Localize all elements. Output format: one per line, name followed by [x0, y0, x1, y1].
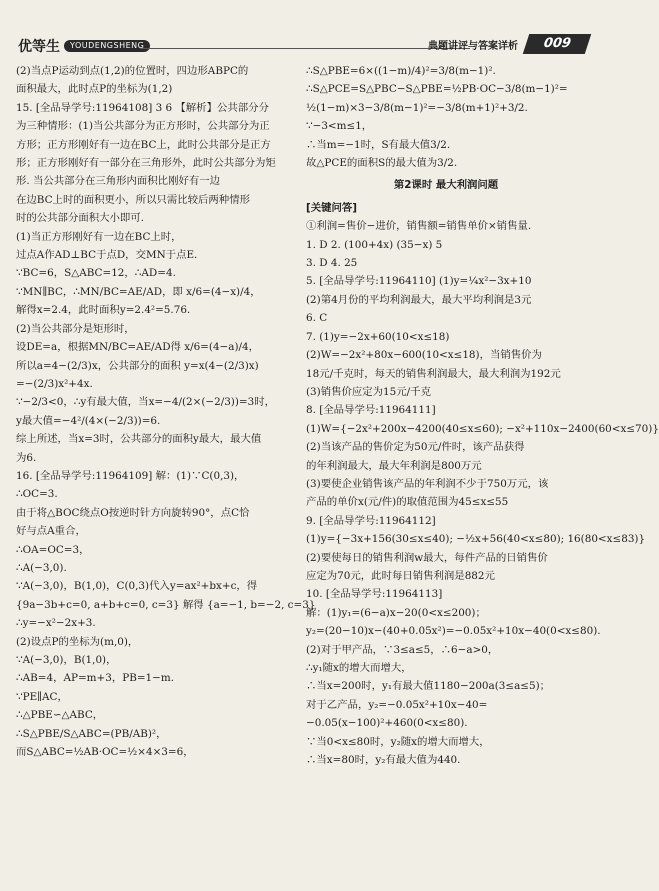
right-column — [306, 62, 659, 769]
text-line: (2)当点P运动到点(1,2)的位置时，四边形ABPC的 — [16, 65, 249, 77]
text-line: ∵A(−3,0)，B(1,0)，C(0,3)代入y=ax²+bx+c，得 — [16, 580, 258, 593]
text-line: 10. [全品导学号:11964113] — [306, 588, 443, 601]
text-line: 综上所述，当x=3时，公共部分的面积y最大，最大值 — [16, 433, 262, 446]
text-line: 5. [全品导学号:11964110] (1)y=¼x²−3x+10 — [306, 275, 532, 288]
text-line: (2)第4月份的平均利润最大，最大平均利润是3元 — [306, 293, 532, 306]
text-line: 而S△ABC=½AB·OC=½×4×3=6， — [16, 746, 194, 759]
text-line: 应定为70元，此时每日销售利润是882元 — [306, 569, 495, 582]
text-line: (2)对于甲产品，∵3≤a≤5，∴6−a>0， — [306, 643, 499, 656]
text-line: ∵MN∥BC，∴MN/BC=AE/AD，即 x/6=(4−x)/4， — [16, 285, 261, 298]
text-line: (2)设点P的坐标为(m,0)， — [16, 635, 139, 648]
header-subtitle: 典题讲评与答案详析 — [428, 41, 518, 52]
text-line: 过点A作AD⊥BC于点D，交MN于点E. — [16, 249, 198, 262]
text-line: 7. (1)y=−2x+60(10<x≤18) — [306, 330, 450, 343]
text-line: ∵−3<m≤1， — [306, 120, 373, 133]
text-line: 16. [全品导学号:11964109] 解：(1)∵C(0,3)， — [16, 469, 245, 482]
text-line: ∴A(−3,0). — [16, 561, 67, 574]
text-line: 的年利润最大，最大年利润是800万元 — [306, 459, 482, 472]
text-line: 对于乙产品，y₂=−0.05x²+10x−40= — [306, 698, 488, 711]
text-line: ∴当m=−1时，S有最大值3/2. — [306, 138, 451, 151]
text-line: ①利润=售价−进价，销售额=销售单价×销售量. — [306, 220, 532, 233]
text-line: (2)当公共部分是矩形时， — [16, 322, 135, 335]
text-line: ∴△PBE∽△ABC， — [16, 709, 104, 722]
text-line: 解：(1)y₁=(6−a)x−20(0<x≤200)； — [306, 606, 486, 619]
text-line: 形；正方形刚好有一部分在三角形外，此时公共部分为矩 — [16, 157, 276, 170]
text-line: (3)要使企业销售该产品的年利润不少于750万元，该 — [306, 477, 549, 490]
text-line: −0.05(x−100)²+460(0<x≤80). — [306, 717, 468, 730]
text-line: ∵BC=6，S△ABC=12，∴AD=4. — [16, 267, 176, 280]
text-line: ∴OC=3. — [16, 488, 58, 501]
page-header — [0, 0, 600, 56]
text-line: ∴S△PBE=6×((1−m)/4)²=3/8(m−1)². — [306, 65, 496, 77]
text-line: (2)要使每日的销售利润w最大，每件产品的日销售价 — [306, 551, 548, 564]
text-line: (1)y={−3x+156(30≤x≤40); −½x+56(40<x≤80); 16(80<x≤83)} — [306, 533, 646, 546]
text-line: 8. [全品导学号:11964111] — [306, 404, 436, 417]
text-line: ∴OA=OC=3， — [16, 543, 90, 556]
text-line: 15. [全品导学号:11964108] 3 6 【解析】公共部分分 — [16, 101, 269, 114]
text-line: (1)W={−2x²+200x−4200(40≤x≤60); −x²+110x−2400(60<x≤70)} — [306, 422, 659, 435]
text-line: 为6. — [16, 451, 37, 464]
text-line: (3)销售价应定为15元/千克 — [306, 385, 431, 398]
text-line: 18元/千克时，每天的销售利润最大，最大利润为192元 — [306, 367, 561, 380]
text-line: ∴当x=80时，y₂有最大值为440. — [306, 754, 461, 767]
text-line: 方形；正方形刚好有一边在BC上，此时公共部分是正方 — [16, 138, 271, 151]
text-line: ∴S△PBE/S△ABC=(PB/AB)²， — [16, 727, 167, 740]
brand-pinyin: YOUDENGSHENG — [64, 40, 150, 52]
text-line: ∵A(−3,0)，B(1,0)， — [16, 654, 117, 666]
text-line: [关键问答] — [306, 201, 358, 214]
text-line: 由于将△BOC绕点O按逆时针方向旋转90°，点C恰 — [16, 506, 250, 519]
text-line: 解得x=2.4，此时面积y=2.4²=5.76. — [16, 304, 191, 317]
text-line: 形. 当公共部分在三角形内面积比刚好有一边 — [16, 175, 221, 188]
text-line: 第2课时 最大利润问题 — [393, 179, 499, 192]
text-line: (2)当该产品的售价定为50元/件时，该产品获得 — [306, 441, 525, 454]
text-line: ½(1−m)×3−3/8(m−1)²=−3/8(m+1)²+3/2. — [306, 101, 528, 114]
text-line: 1. D 2. (100+4x) (35−x) 5 — [306, 238, 443, 251]
text-line: 3. D 4. 25 — [306, 257, 358, 270]
text-line: ∴AB=4，AP=m+3，PB=1−m. — [16, 672, 175, 685]
text-line: 为三种情形：(1)当公共部分为正方形时，公共部分为正 — [16, 120, 270, 133]
text-line: {9a−3b+c=0, a+b+c=0, c=3} 解得 {a=−1, b=−2, c=3} — [16, 598, 316, 611]
text-line: 产品的单价x(元/件)的取值范围为45≤x≤55 — [306, 496, 509, 509]
text-line: ∵PE∥AC， — [16, 690, 68, 703]
text-line: ∵当0<x≤80时，y₂随x的增大而增大， — [306, 735, 490, 748]
brand-title: 优等生 — [18, 39, 60, 55]
text-line: 所以a=4−(2/3)x，公共部分的面积 y=x(4−(2/3)x) — [16, 359, 259, 372]
text-line: 9. [全品导学号:11964112] — [306, 514, 436, 527]
header-rule — [140, 48, 470, 49]
text-line: ∴S△PCE=S△PBC−S△PBE=½PB·OC−3/8(m−1)²= — [306, 83, 568, 96]
left-column — [16, 62, 316, 761]
text-line: y₂=(20−10)x−(40+0.05x²)=−0.05x²+10x−40(0<x≤80). — [306, 625, 601, 638]
text-line: y最大值=−4²/(4×(−2/3))=6. — [16, 414, 161, 427]
text-line: 在边BC上时的面积更小，所以只需比较后两种情形 — [16, 193, 250, 206]
text-line: (2)W=−2x²+80x−600(10<x≤18)，当销售价为 — [306, 349, 542, 362]
text-line: 故△PCE的面积S的最大值为3/2. — [306, 157, 458, 170]
text-line: ∴y₁随x的增大而增大， — [306, 662, 412, 674]
text-line: 6. C — [306, 312, 328, 325]
text-line: ∴当x=200时，y₁有最大值1180−200a(3≤a≤5)； — [306, 680, 551, 693]
text-line: 面积最大，此时点P的坐标为(1,2) — [16, 83, 173, 96]
text-line: =−(2/3)x²+4x. — [16, 377, 93, 390]
text-line: ∴y=−x²−2x+3. — [16, 617, 96, 630]
text-line: 设DE=a，根据MN/BC=AE/AD得 x/6=(4−a)/4， — [16, 341, 260, 354]
text-line: 时的公共部分面积大小即可. — [16, 212, 144, 225]
page-number: 009 — [523, 34, 591, 54]
text-line: (1)当正方形刚好有一边在BC上时， — [16, 230, 182, 243]
text-line: 好与点A重合， — [16, 525, 86, 538]
text-line: ∵−2/3<0，∴y有最大值，当x=−4/(2×(−2/3))=3时， — [16, 396, 276, 409]
